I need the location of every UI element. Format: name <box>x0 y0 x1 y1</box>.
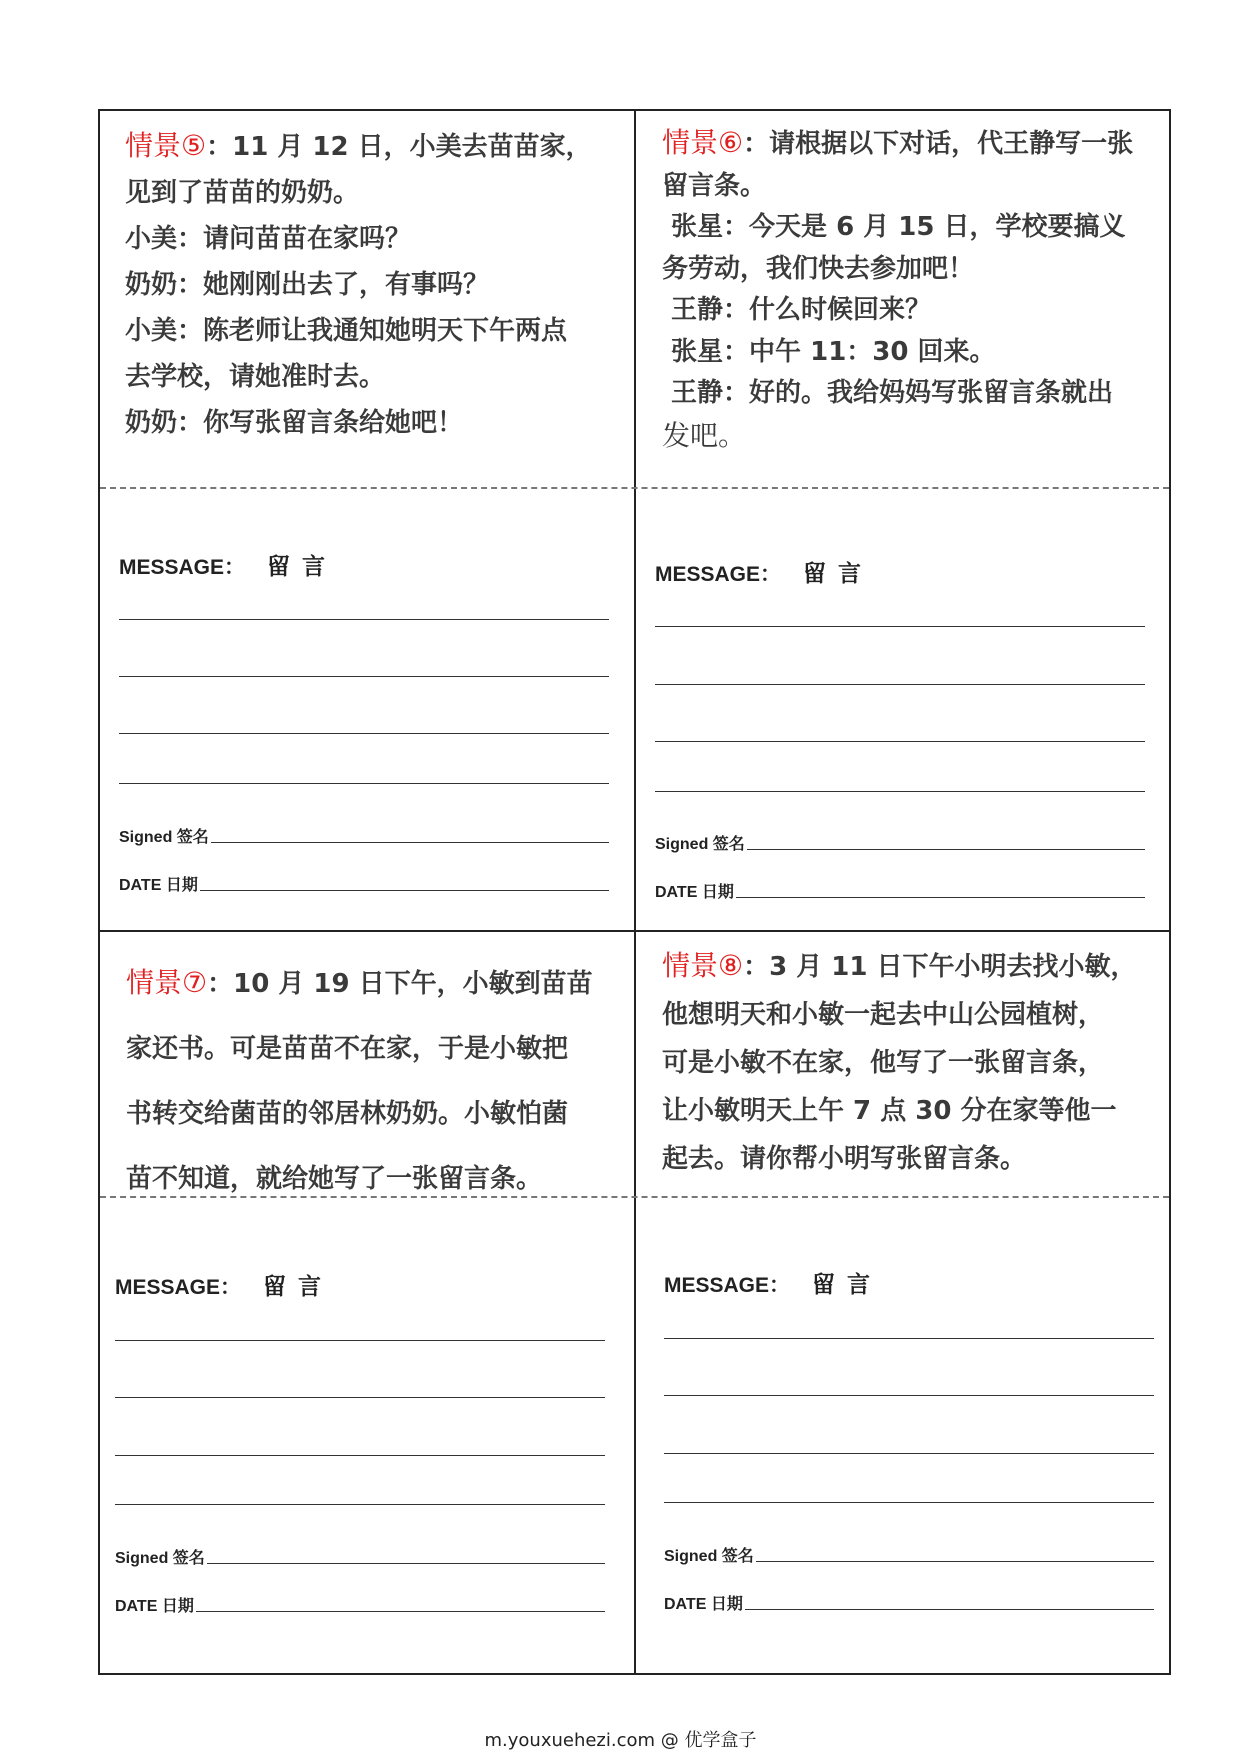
footer-watermark: m.youxuehezi.com @ 优学盒子 <box>484 1730 757 1751</box>
scene-6-line-7: 王静：好的。我给妈妈写张留言条就出 <box>662 378 1114 408</box>
writing-line[interactable] <box>664 1338 1154 1339</box>
writing-line[interactable] <box>664 1453 1154 1454</box>
writing-line[interactable] <box>655 741 1145 742</box>
message-form-title: MESSAGE： 留言 <box>655 561 874 587</box>
date-field[interactable]: DATE 日期 <box>115 1593 605 1616</box>
scene-7-heading: 情景⑦ <box>126 966 208 999</box>
writing-line[interactable] <box>655 791 1145 792</box>
scene-6-heading: 情景⑥ <box>662 126 744 159</box>
signed-field[interactable]: Signed 签名 <box>655 831 1145 854</box>
message-form-title: MESSAGE： 留言 <box>119 554 338 580</box>
scene-5-line-3: 小美：请问苗苗在家吗？ <box>125 224 412 254</box>
writing-line[interactable] <box>115 1504 605 1505</box>
scene-6-line-4: 务劳动，我们快去参加吧！ <box>662 253 975 284</box>
writing-line[interactable] <box>655 626 1145 627</box>
scene-7-line-1: 情景⑦：10 月 19 日下午，小敏到苗苗 <box>126 966 593 999</box>
writing-line[interactable] <box>655 684 1145 685</box>
scene-8-line-5: 起去。请你帮小明写张留言条。 <box>662 1144 1027 1174</box>
signed-field[interactable]: Signed 签名 <box>115 1545 605 1568</box>
writing-line[interactable] <box>664 1395 1154 1396</box>
scene-5-line-6: 去学校，请她准时去。 <box>125 362 386 392</box>
date-field[interactable]: DATE 日期 <box>655 879 1145 902</box>
grid-vertical-divider <box>634 109 636 1675</box>
scene-6-line-3: 张星：今天是 6 月 15 日，学校要搞义 <box>662 212 1126 242</box>
scene-6-line-8: 发吧。 <box>662 418 747 452</box>
writing-line[interactable] <box>119 783 609 784</box>
date-field[interactable]: DATE 日期 <box>119 872 609 895</box>
message-form-title: MESSAGE： 留言 <box>115 1274 334 1300</box>
scene-8-prompt <box>662 942 1137 1183</box>
message-form-7 <box>115 1268 605 1615</box>
scene-7-prompt <box>126 950 593 1212</box>
scene-8-line-4: 让小敏明天上午 7 点 30 分在家等他一 <box>662 1096 1117 1126</box>
scene-6-line-6: 张星：中午 11：30 回来。 <box>662 336 996 367</box>
scene-6-line-1: 情景⑥：请根据以下对话，代王静写一张 <box>662 126 1134 159</box>
scene-5-line-5: 小美：陈老师让我通知她明天下午两点 <box>125 316 568 346</box>
writing-line[interactable] <box>115 1340 605 1341</box>
scene-6-line-5: 王静：什么时候回来？ <box>662 295 932 325</box>
scene-8-line-1: 情景⑧：3 月 11 日下午小明去找小敏， <box>662 949 1137 982</box>
scene-5-line-4: 奶奶：她刚刚出去了，有事吗？ <box>125 270 490 300</box>
writing-line[interactable] <box>119 676 609 677</box>
scene-8-line-3: 可是小敏不在家，他写了一张留言条， <box>662 1048 1105 1078</box>
message-form-title: MESSAGE： 留言 <box>664 1272 883 1298</box>
scene-6-line-2: 留言条。 <box>662 170 767 201</box>
message-form-6 <box>655 555 1145 901</box>
scene-7-line-3: 书转交给菌苗的邻居林奶奶。小敏怕菌 <box>126 1099 569 1129</box>
scene-5-heading: 情景⑤ <box>125 129 207 162</box>
writing-line[interactable] <box>115 1397 605 1398</box>
writing-line[interactable] <box>115 1455 605 1456</box>
message-form-5 <box>119 548 609 894</box>
scene-5-line-1: 情景⑤：11 月 12 日，小美去苗苗家， <box>125 129 592 162</box>
signed-field[interactable]: Signed 签名 <box>664 1543 1154 1566</box>
message-form-8 <box>664 1266 1154 1613</box>
writing-line[interactable] <box>119 733 609 734</box>
scene-5-line-7: 奶奶：你写张留言条给她吧！ <box>125 408 464 438</box>
scene-7-line-2: 家还书。可是苗苗不在家，于是小敏把 <box>126 1034 569 1064</box>
date-field[interactable]: DATE 日期 <box>664 1591 1154 1614</box>
scene-8-line-2: 他想明天和小敏一起去中山公园植树， <box>662 1000 1105 1030</box>
cut-line-top <box>100 487 1169 489</box>
scene-5-prompt <box>125 123 592 446</box>
scene-6-prompt <box>662 122 1133 456</box>
scene-7-line-4: 苗不知道，就给她写了一张留言条。 <box>126 1164 543 1194</box>
scene-8-heading: 情景⑧ <box>662 949 744 982</box>
signed-field[interactable]: Signed 签名 <box>119 824 609 847</box>
writing-line[interactable] <box>119 619 609 620</box>
writing-line[interactable] <box>664 1502 1154 1503</box>
scene-5-line-2: 见到了苗苗的奶奶。 <box>125 178 360 208</box>
grid-horizontal-divider <box>98 930 1171 932</box>
